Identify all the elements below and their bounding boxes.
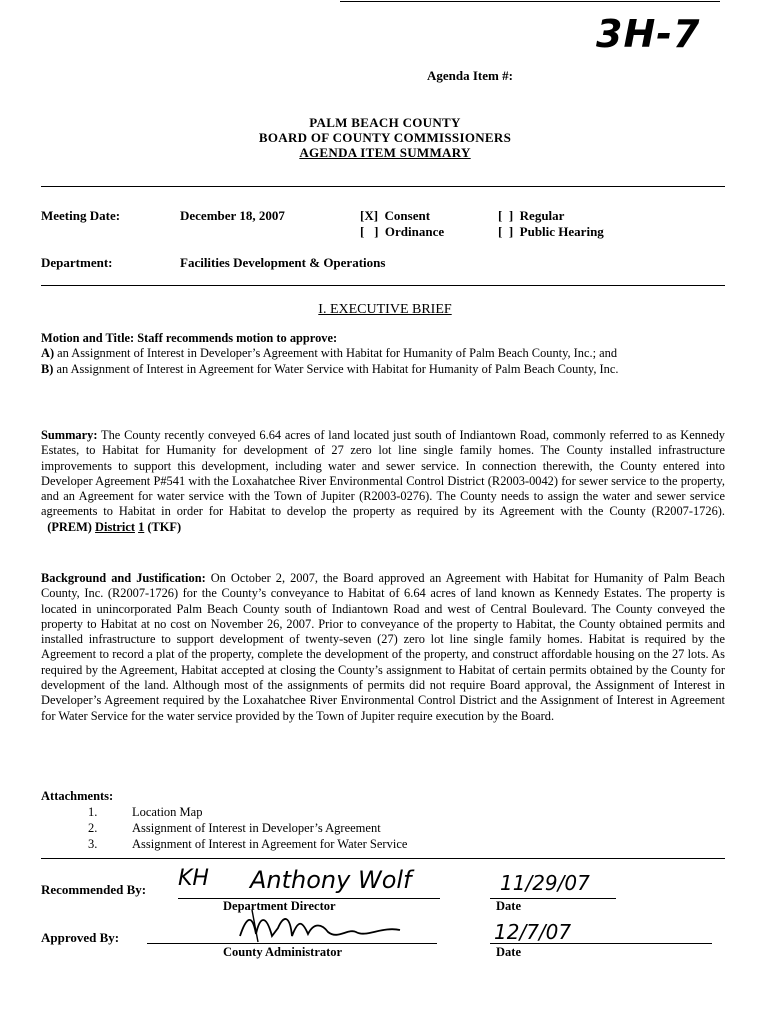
approved-signature bbox=[232, 906, 412, 946]
county-administrator-label: County Administrator bbox=[223, 945, 343, 959]
header-agenda-summary: AGENDA ITEM SUMMARY bbox=[299, 145, 471, 160]
agenda-item-label: Agenda Item #: bbox=[427, 68, 513, 83]
motion-b-text: an Assignment of Interest in Agreement for Water Service with Habitat for Humanity of Palm Beach County, Inc. bbox=[53, 361, 619, 376]
background-label: Background and Justification: bbox=[41, 571, 206, 585]
summary-tag-prem: (PREM) bbox=[47, 519, 92, 534]
approved-date-handwritten: 12/7/07 bbox=[494, 920, 572, 944]
attachment-item bbox=[88, 805, 202, 820]
attachment-item bbox=[88, 821, 381, 836]
approved-by-label: Approved By: bbox=[41, 930, 120, 945]
attachment-text: Assignment of Interest in Agreement for Water Service bbox=[132, 837, 408, 851]
summary-text: The County recently conveyed 6.64 acres of land located just south of Indiantown Road, commonly referred to as Kennedy Estates, to Habitat for Humanity for development of 27 zero lot line single family homes. The County installed infrastructure improvements to support this development, including water and sewer service. In connection therewith, the County entered into Developer Agreement P#541 with the Loxahatchee River Environmental Control District (R2003-0042) for sewer service to the property, and an Agreement for water service with the Town of Jupiter (R2003-0276). The County needs to assign the water and sewer service agreements to Habitat in order for Habitat to develop the property as required by its Agreement with the County (R2007-1726). bbox=[41, 428, 725, 519]
public-hearing-option: [ ] Public Hearing bbox=[498, 224, 604, 239]
recommended-by-label: Recommended By: bbox=[41, 882, 147, 897]
header-county: PALM BEACH COUNTY bbox=[309, 115, 461, 130]
department-director-label: Department Director bbox=[223, 899, 336, 913]
divider-bottom bbox=[41, 858, 725, 859]
attachment-text: Location Map bbox=[132, 805, 203, 819]
divider-top bbox=[41, 186, 725, 187]
background-text: On October 2, 2007, the Board approved an Agreement with Habitat for Humanity of Palm Beach County, Inc. (R2007-1726) for the County’s conveyance to Habitat of 6.64 acres of land known as Kennedy Estates. The property is located in unincorporated Palm Beach County south of Indiantown Road and west of Central Boulevard. The County conveyed the property to Habitat at no cost on November 26, 2007. Prior to conveyance of the property to Habitat, the County obtained permits and installed infrastructure to support development of twenty-seven (27) zero lot line single family homes. Habitat is required by the Agreement to record a plat of the property, complete the development of the property, and construct affordable housing on the 27 lots. As required by the Agreement, Habitat accepted at closing the County’s assignment to Habitat of certain permits obtained by the County for development of the land. Although most of the assignments of permits did not require Board approval, the Assignment of Interest in Developer’s Agreement required by the Loxahatchee River Environmental Control District and the Assignment of Interest in Agreement for Water Service for the water service provided by the Town of Jupiter require execution by the Board. bbox=[41, 571, 725, 723]
approved-date-line bbox=[490, 943, 712, 944]
summary-tag-num: 1 bbox=[138, 519, 145, 534]
consent-option: [X] Consent bbox=[360, 208, 431, 223]
section-title: I. EXECUTIVE BRIEF bbox=[318, 302, 452, 317]
approved-signature-line bbox=[147, 943, 437, 944]
ordinance-option: [ ] Ordinance bbox=[360, 224, 445, 239]
handwritten-item-number: 3H-7 bbox=[596, 12, 701, 56]
motion-a-label: A) bbox=[41, 346, 55, 361]
attachment-num: 3. bbox=[88, 837, 98, 851]
attachment-text: Assignment of Interest in Developer’s Agreement bbox=[132, 821, 381, 835]
meeting-date-label: Meeting Date: bbox=[41, 208, 121, 223]
meeting-date-value: December 18, 2007 bbox=[180, 208, 285, 223]
date-label-2: Date bbox=[496, 945, 521, 959]
recommended-date-handwritten: 11/29/07 bbox=[500, 871, 590, 895]
attachment-item bbox=[88, 837, 407, 852]
top-rule bbox=[340, 1, 720, 2]
summary-label: Summary: bbox=[41, 428, 98, 442]
attachments-label: Attachments: bbox=[41, 789, 114, 803]
summary-paragraph bbox=[41, 428, 725, 535]
header-board: BOARD OF COUNTY COMMISSIONERS bbox=[258, 130, 512, 145]
date-label-1: Date bbox=[496, 899, 521, 913]
recommended-initials: KH bbox=[178, 866, 209, 891]
divider-mid bbox=[41, 285, 725, 286]
motion-b-label: B) bbox=[41, 361, 54, 376]
department-value: Facilities Development & Operations bbox=[180, 255, 386, 270]
attachment-num: 1. bbox=[88, 805, 98, 819]
recommended-signature: Anthony Wolf bbox=[250, 866, 412, 894]
department-label: Department: bbox=[41, 255, 113, 270]
regular-option: [ ] Regular bbox=[498, 208, 565, 223]
motion-a-text: an Assignment of Interest in Developer’s Agreement with Habitat for Humanity of Palm Beach County, Inc.; and bbox=[54, 346, 618, 361]
motion-block bbox=[41, 331, 725, 377]
background-paragraph bbox=[41, 571, 725, 724]
summary-tag-tkf: (TKF) bbox=[147, 519, 182, 534]
summary-tag-district: District bbox=[95, 519, 135, 534]
motion-label: Motion and Title: Staff recommends motion to approve: bbox=[41, 331, 338, 345]
attachment-num: 2. bbox=[88, 821, 98, 835]
